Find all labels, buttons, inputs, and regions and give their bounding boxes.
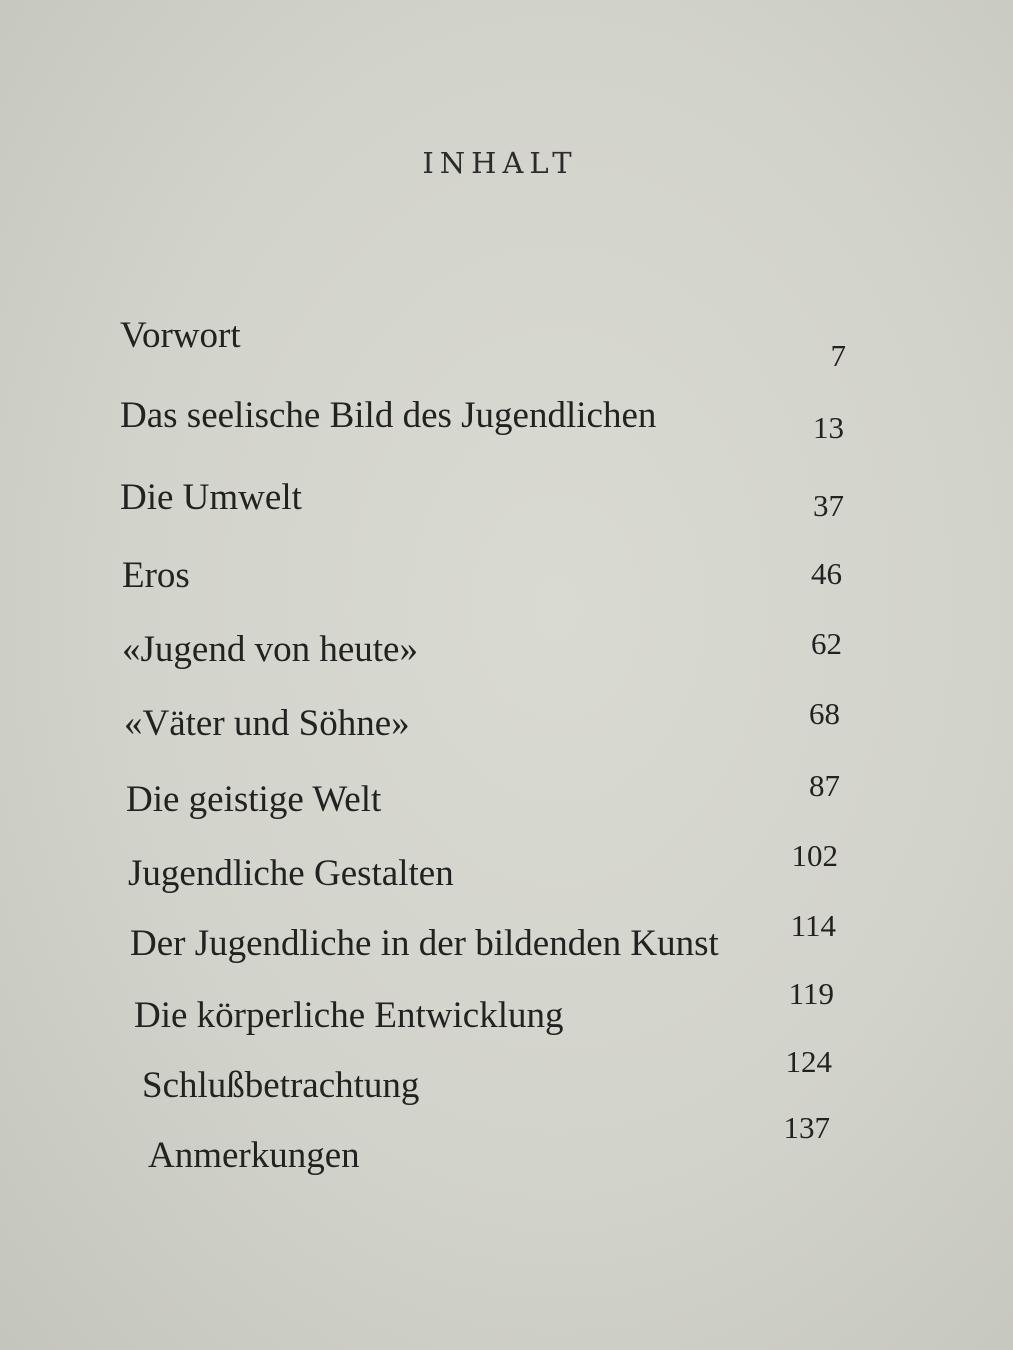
toc-entry-page: 87 bbox=[809, 768, 840, 803]
toc-entry-page: 102 bbox=[791, 838, 838, 873]
toc-entry-title: Eros bbox=[122, 555, 190, 596]
toc-entry-page: 62 bbox=[811, 626, 842, 661]
toc-entry-title: «Jugend von heute» bbox=[122, 629, 418, 670]
toc-entry-page: 13 bbox=[813, 410, 844, 445]
toc-entry-page: 37 bbox=[813, 488, 844, 523]
page-title: INHALT bbox=[422, 146, 578, 180]
toc-entry-title: Die körperliche Entwicklung bbox=[134, 995, 564, 1036]
toc-entry-title: Jugendliche Gestalten bbox=[128, 853, 454, 894]
toc-entry-title: Die geistige Welt bbox=[126, 779, 382, 820]
toc-entry-title: «Väter und Söhne» bbox=[124, 703, 410, 744]
toc-entry-page: 7 bbox=[830, 338, 846, 373]
toc-entry-page: 124 bbox=[785, 1044, 832, 1079]
toc-entry-page: 46 bbox=[811, 556, 842, 591]
toc-entry-title: Die Umwelt bbox=[120, 477, 302, 518]
toc-entry-title: Schlußbetrachtung bbox=[142, 1065, 420, 1106]
toc-entry-title: Anmerkungen bbox=[148, 1135, 360, 1176]
toc-entry-page: 119 bbox=[788, 976, 834, 1011]
toc-entry-title: Das seelische Bild des Jugendlichen bbox=[120, 395, 657, 436]
toc-entry-page: 68 bbox=[809, 696, 840, 731]
toc-entry-page: 137 bbox=[783, 1110, 830, 1145]
toc-entry-title: Vorwort bbox=[120, 315, 241, 356]
toc-entry-page: 114 bbox=[790, 908, 836, 943]
toc-entry-title: Der Jugendliche in der bildenden Kunst bbox=[130, 923, 719, 964]
